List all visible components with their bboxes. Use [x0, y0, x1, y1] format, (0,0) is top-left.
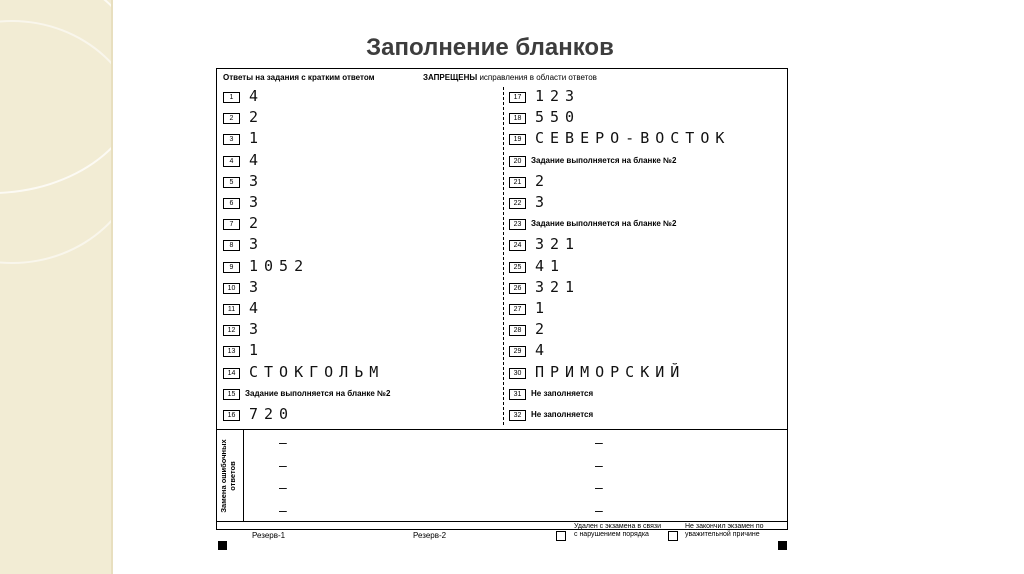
corrections-label: исправления в области ответов	[479, 73, 597, 82]
answer-row	[223, 216, 493, 236]
answer-row	[509, 407, 779, 427]
task-note: Задание выполняется на бланке №2	[531, 155, 677, 165]
not-finished-checkbox[interactable]	[668, 531, 678, 541]
not-finished-label: Не закончил экзамен по уважительной причине	[685, 523, 764, 538]
answer-field[interactable]: 3	[249, 235, 265, 254]
replacement-dash[interactable]: –	[595, 479, 603, 495]
answer-row	[509, 171, 779, 194]
task-number-box: 27	[509, 304, 526, 315]
task-number-box: 19	[509, 134, 526, 145]
task-number-box: 5	[223, 177, 240, 188]
task-number-box: 32	[509, 410, 526, 421]
replacement-dash[interactable]: –	[595, 434, 603, 450]
answer-field[interactable]: 1	[249, 341, 265, 360]
answer-field[interactable]: 3	[249, 320, 265, 339]
task-number-box: 15	[223, 389, 240, 400]
task-number-box: 22	[509, 198, 526, 209]
answer-field[interactable]: 2	[535, 171, 551, 190]
answer-field[interactable]: СТОКГОЛЬМ	[249, 362, 385, 381]
answer-field[interactable]: 1	[535, 299, 551, 317]
answer-field[interactable]: 1052	[249, 256, 310, 275]
task-number-box: 21	[509, 177, 526, 188]
task-number-box: 10	[223, 283, 240, 294]
answer-row	[223, 277, 493, 300]
answer-row	[509, 89, 779, 109]
task-number-box: 25	[509, 262, 526, 273]
answer-field[interactable]: 4	[249, 150, 265, 169]
answer-field[interactable]: 41	[535, 256, 566, 275]
task-number-box: 8	[223, 240, 240, 251]
answer-field[interactable]: 2	[535, 320, 551, 339]
task-number-box: 12	[223, 325, 240, 336]
answer-row	[509, 131, 779, 151]
answer-field[interactable]: СЕВЕРО-ВОСТОК	[535, 129, 731, 148]
replacement-dash[interactable]: –	[595, 502, 603, 518]
slide-title: Заполнение бланков	[366, 34, 614, 61]
answer-row	[223, 195, 493, 215]
answer-row	[223, 301, 493, 321]
task-number-box: 24	[509, 240, 526, 251]
answer-row	[223, 322, 493, 342]
answer-field[interactable]: 2	[249, 214, 265, 233]
task-number-box: 7	[223, 219, 240, 230]
answer-row	[223, 150, 493, 173]
replacement-dash[interactable]: –	[279, 457, 287, 473]
task-number-box: 1	[223, 92, 240, 103]
task-number-box: 11	[223, 304, 240, 315]
answer-row	[509, 386, 779, 406]
answer-form	[216, 68, 788, 530]
answer-field[interactable]: 3	[249, 171, 265, 190]
task-number-box: 17	[509, 92, 526, 103]
answer-row	[509, 153, 779, 173]
replacement-section	[217, 429, 787, 522]
answer-row	[509, 237, 779, 257]
replacement-label: Замена ошибочных ответов	[219, 439, 237, 513]
corner-marker	[778, 541, 787, 550]
answer-field[interactable]: 4	[535, 341, 551, 360]
column-divider	[503, 87, 504, 425]
answer-row	[509, 322, 779, 342]
reserve-1-label: Резерв-1	[252, 531, 286, 540]
answer-field[interactable]: ПРИМОРСКИЙ	[535, 362, 686, 381]
corner-marker	[218, 541, 227, 550]
answer-row	[509, 256, 779, 279]
answer-field[interactable]: 720	[249, 405, 295, 423]
answer-row	[223, 131, 493, 151]
task-number-box: 20	[509, 156, 526, 167]
answer-field[interactable]: 3	[249, 193, 265, 211]
task-number-box: 9	[223, 262, 240, 273]
answer-row	[223, 362, 493, 385]
task-number-box: 26	[509, 283, 526, 294]
answer-row	[223, 89, 493, 109]
answer-field[interactable]: 550	[535, 108, 581, 127]
task-note: Не заполняется	[531, 388, 594, 398]
answer-field[interactable]: 3	[535, 193, 551, 211]
decorative-sidebar	[0, 0, 111, 574]
task-number-box: 6	[223, 198, 240, 209]
answer-row	[509, 362, 779, 385]
answer-field[interactable]: 123	[535, 87, 581, 105]
task-number-box: 18	[509, 113, 526, 124]
answer-field[interactable]: 3	[249, 277, 265, 296]
replacement-dash[interactable]: –	[279, 479, 287, 495]
task-number-box: 3	[223, 134, 240, 145]
answer-field[interactable]: 321	[535, 235, 581, 254]
task-number-box: 23	[509, 219, 526, 230]
answer-field[interactable]: 2	[249, 108, 265, 127]
task-number-box: 31	[509, 389, 526, 400]
task-note: Не заполняется	[531, 410, 594, 419]
answer-field[interactable]: 321	[535, 277, 581, 296]
forbidden-label: ЗАПРЕЩЕНЫ	[423, 73, 478, 82]
answer-row	[223, 110, 493, 130]
answer-field[interactable]: 4	[249, 87, 265, 105]
answer-field[interactable]: 1	[249, 129, 265, 148]
task-note: Задание выполняется на бланке №2	[245, 388, 391, 398]
replacement-dash[interactable]: –	[595, 457, 603, 473]
task-number-box: 30	[509, 368, 526, 379]
removed-checkbox[interactable]	[556, 531, 566, 541]
task-number-box: 16	[223, 410, 240, 421]
task-note: Задание выполняется на бланке №2	[531, 219, 677, 229]
task-number-box: 29	[509, 346, 526, 357]
task-number-box: 13	[223, 346, 240, 357]
task-number-box: 2	[223, 113, 240, 124]
answer-row	[223, 237, 493, 257]
form-header-short-answers: Ответы на задания с кратким ответом	[223, 73, 375, 82]
replacement-dash[interactable]: –	[279, 434, 287, 450]
answer-row	[509, 110, 779, 130]
replacement-divider	[243, 430, 244, 522]
answer-row	[509, 216, 779, 236]
answer-field[interactable]: 4	[249, 299, 265, 317]
replacement-dash[interactable]: –	[279, 502, 287, 518]
answer-row	[223, 343, 493, 363]
answer-row	[509, 195, 779, 215]
task-number-box: 4	[223, 156, 240, 167]
answer-row	[223, 171, 493, 194]
reserve-2-label: Резерв-2	[413, 531, 447, 540]
sidebar-border	[111, 0, 113, 574]
answer-row	[509, 343, 779, 363]
answer-row	[223, 386, 493, 406]
task-number-box: 28	[509, 325, 526, 336]
removed-label: Удален с экзамена в связи с нарушением порядка	[574, 523, 662, 538]
answer-row	[509, 301, 779, 321]
task-number-box: 14	[223, 368, 240, 379]
answer-row	[509, 277, 779, 300]
answer-row	[223, 407, 493, 427]
form-header-corrections	[423, 73, 597, 82]
answer-row	[223, 256, 493, 279]
